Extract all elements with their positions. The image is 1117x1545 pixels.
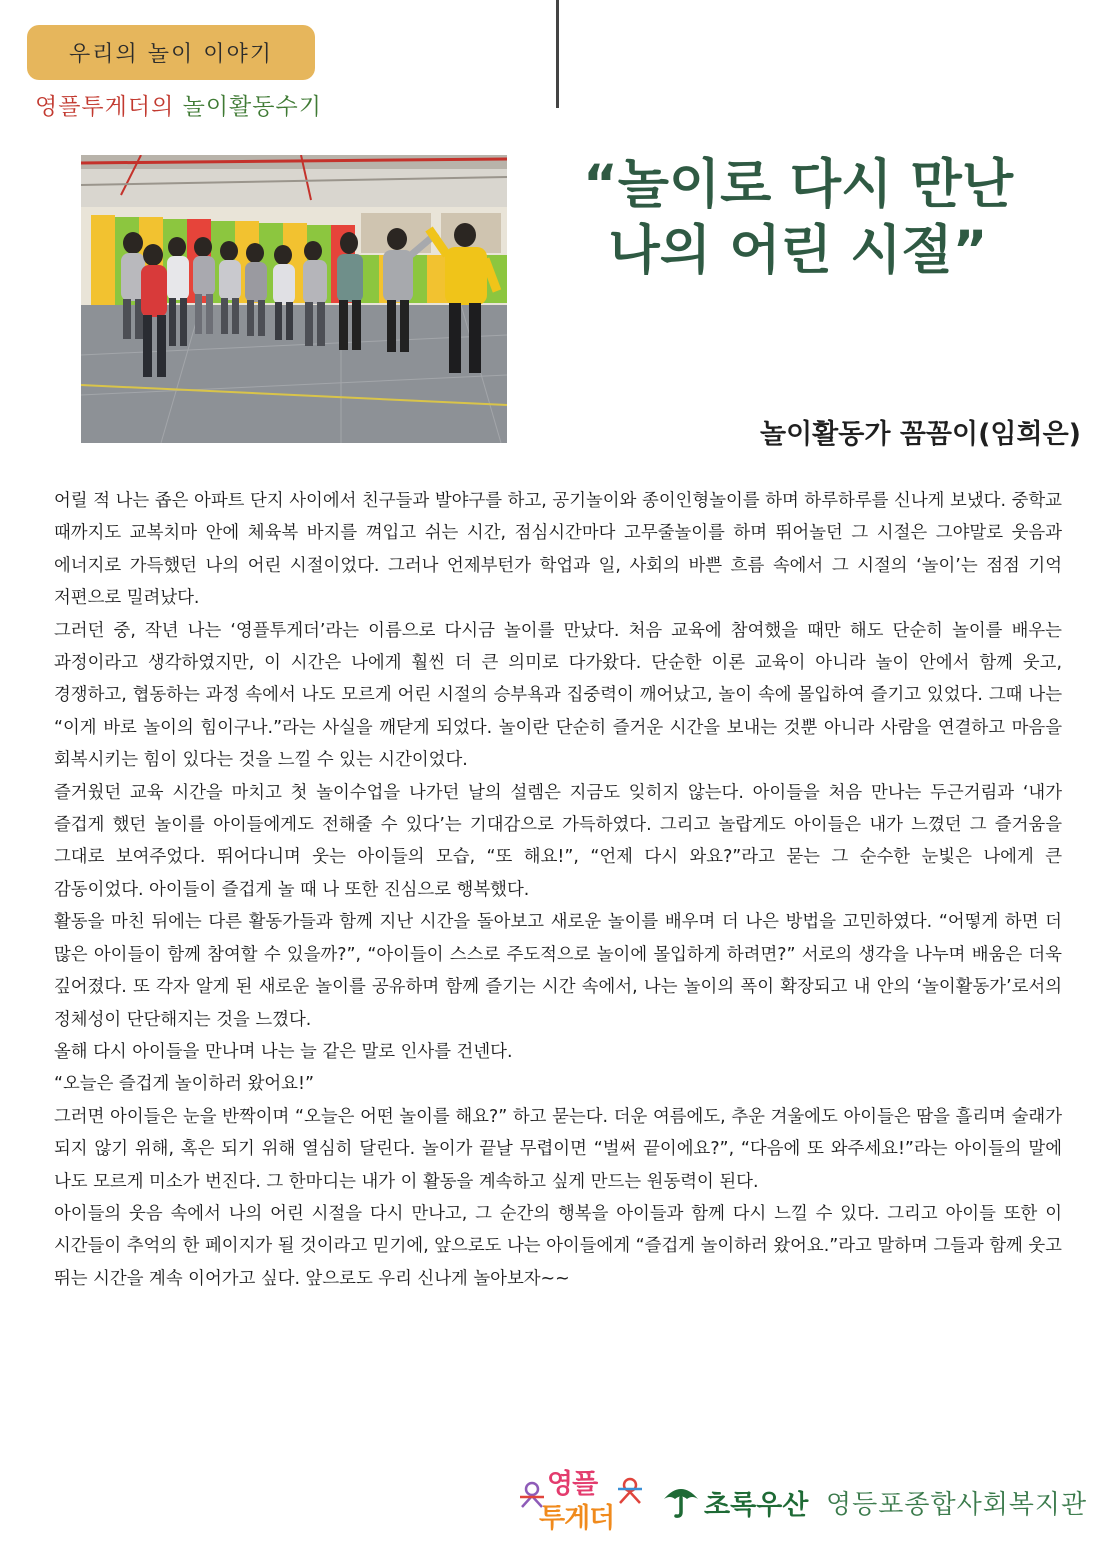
- subtitle-part-1: 영플투게더의: [35, 94, 183, 120]
- paragraph: 그러면 아이들은 눈을 반짝이며 “오늘은 어떤 놀이를 해요?” 하고 묻는다. 더운 여름에도, 추운 겨울에도 아이들은 땀을 흘리며 술래가 되지 않기 위해, 혹은 되기 위해 열심히 달린다. 놀이가 끝날 무렵이면 “벌써 끝이에요?”, “다음에 또 와주세요!”라는 아이들의 말에 나도 모르게 미소가 번진다. 그 한마디는 내가 이 활동을 계속하고 싶게 만드는 원동력이 된다.: [54, 1106, 1062, 1192]
- paragraph: 올해 다시 아이들을 만나며 나는 늘 같은 말로 인사를 건넨다.: [54, 1041, 513, 1062]
- brand-name: 초록우산: [704, 1490, 809, 1521]
- section-subtitle: [35, 88, 322, 121]
- section-badge: 우리의 놀이 이야기: [27, 25, 315, 80]
- logo-line-2: 투게더: [539, 1503, 615, 1534]
- logo-line-1: 영플: [547, 1469, 598, 1500]
- paragraph: “오늘은 즐겁게 놀이하러 왔어요!”: [54, 1074, 314, 1095]
- title-line-1: “놀이로 다시 만난: [582, 154, 1014, 215]
- author-byline: 놀이활동가 꼼꼼이(임희은): [760, 419, 1081, 450]
- paragraph: 즐거웠던 교육 시간을 마치고 첫 놀이수업을 나가던 날의 설렘은 지금도 잊히지 않는다. 아이들을 처음 만나는 두근거림과 ‘내가 즐겁게 했던 놀이를 아이들에게도 전해줄 수 있다’는 기대감으로 가득하였다. 그리고 놀랍게도 아이들은 내가 느꼈던 그 즐거움을 그대로 보여주었다. 뛰어다니며 웃는 아이들의 모습, “또 해요!”, “언제 다시 와요?”라고 묻는 그 순수한 눈빛은 나에게 큰 감동이었다. 아이들이 즐겁게 놀 때 나 또한 진심으로 행복했다.: [54, 782, 1062, 900]
- article-body: [54, 485, 1062, 1295]
- activity-photo: [81, 155, 507, 443]
- title-line-2: 나의 어린 시절”: [608, 220, 988, 281]
- subtitle-part-2: 놀이활동수기: [182, 94, 322, 120]
- paragraph: 어릴 적 나는 좁은 아파트 단지 사이에서 친구들과 발야구를 하고, 공기놀이와 종이인형놀이를 하며 하루하루를 신나게 보냈다. 중학교 때까지도 교복치마 안에 체육복 바지를 껴입고 쉬는 시간, 점심시간마다 고무줄놀이를 하며 뛰어놀던 그 시절은 그야말로 웃음과 에너지로 가득했던 나의 어린 시절이었다. 그러나 언제부턴가 학업과 일, 사회의 바쁜 흐름 속에서 그 시절의 ‘놀이’는 점점 기억 저편으로 밀려났다.: [54, 491, 1062, 609]
- paragraph: 그러던 중, 작년 나는 ‘영플투게더’라는 이름으로 다시금 놀이를 만났다. 처음 교육에 참여했을 때만 해도 단순히 놀이를 배우는 과정이라고 생각하였지만, 이 시간은 나에게 훨씬 더 큰 의미로 다가왔다. 단순한 이론 교육이 아니라 놀이 안에서 함께 웃고, 경쟁하고, 협동하는 과정 속에서 나도 모르게 어린 시절의 승부욕과 집중력이 깨어났고, 놀이 속에 몰입하여 즐기고 있었다. 그때 나는 “이게 바로 놀이의 힘이구나.”라는 사실을 깨닫게 되었다. 놀이란 단순히 즐거운 시간을 보내는 것뿐 아니라 사람을 연결하고 마음을 회복시키는 힘이 있다는 것을 느낄 수 있는 시간이었다.: [54, 620, 1062, 771]
- organization-name: 영등포종합사회복지관: [826, 1490, 1088, 1520]
- green-umbrella-icon: [662, 1483, 700, 1519]
- paragraph: 아이들의 웃음 속에서 나의 어린 시절을 다시 만나고, 그 순간의 행복을 아이들과 함께 다시 느낄 수 있다. 그리고 아이들 또한 이 시간들이 추억의 한 페이지가 될 것이라고 믿기에, 앞으로도 나는 아이들에게 “즐겁게 놀이하러 왔어요.”라고 말하며 그들과 함께 웃고 뛰는 시간을 계속 이어가고 싶다. 앞으로도 우리 신나게 놀아보자~~: [54, 1203, 1062, 1289]
- program-logo: [517, 1462, 647, 1536]
- logo-text-line-2: [539, 1496, 614, 1535]
- article-title: [578, 152, 1018, 284]
- kid-icon: [615, 1476, 645, 1506]
- paragraph: 활동을 마친 뒤에는 다른 활동가들과 함께 지난 시간을 돌아보고 새로운 놀이를 배우며 더 나은 방법을 고민하였다. “어떻게 하면 더 많은 아이들이 함께 참여할 수 있을까?”, “아이들이 스스로 주도적으로 놀이에 몰입하게 하려면?” 서로의 생각을 나누며 배움은 더욱 깊어졌다. 또 각자 알게 된 새로운 놀이를 공유하며 함께 즐기는 시간 속에서, 나는 놀이의 폭이 확장되고 내 안의 ‘놀이활동가’로서의 정체성이 단단해지는 것을 느꼈다.: [54, 912, 1062, 1030]
- header-divider: [556, 0, 559, 108]
